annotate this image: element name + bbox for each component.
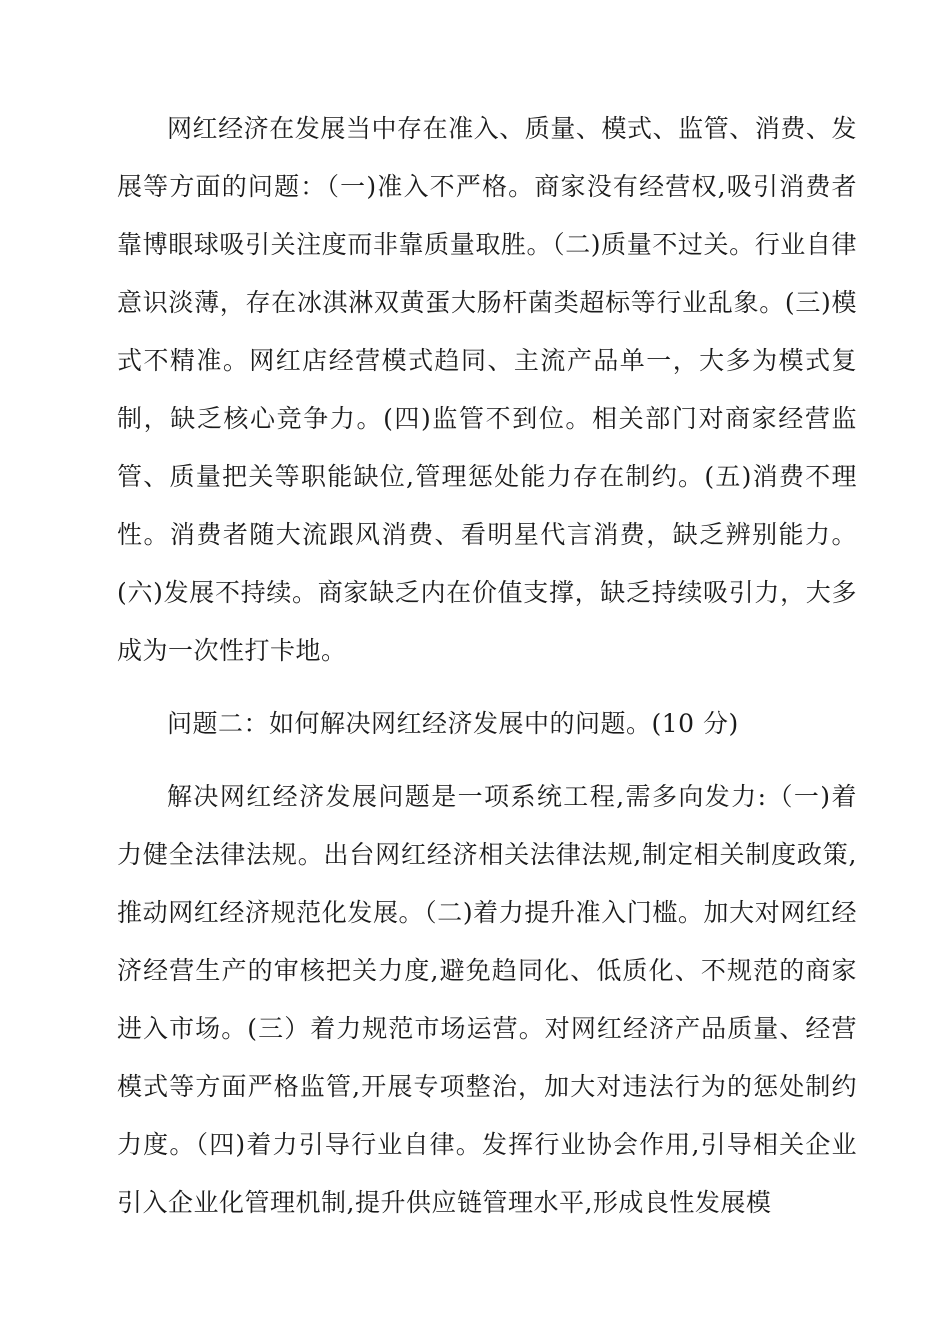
paragraph-internet-celebrity-economy-problems: 网红经济在发展当中存在准入、质量、模式、监管、消费、发展等方面的问题：（一)准入不严格。商家没有经营权,吸引消费者靠博眼球吸引关注度而非靠质量取胜。（二)质量不过关。行业自律意识淡薄，存在冰淇淋双黄蛋大肠杆菌类超标等行业乱象。(三)模式不精准。网红店经营模式趋同、主流产品单一，大多为模式复制，缺乏核心竞争力。(四)监管不到位。相关部门对商家经营监管、质量把关等职能缺位,管理惩处能力存在制约。(五)消费不理性。消费者随大流跟风消费、看明星代言消费，缺乏辨别能力。(六)发展不持续。商家缺乏内在价值支撑，缺乏持续吸引力，大多成为一次性打卡地。: [117, 114, 857, 665]
question-two-heading: 问题二：如何解决网红经济发展中的问题。(10 分): [167, 709, 739, 738]
paragraph-solutions: 解决网红经济发展问题是一项系统工程,需多向发力:（一)着力健全法律法规。出台网红经济相关法律法规,制定相关制度政策,推动网红经济规范化发展。（二)着力提升准入门槛。加大对网红经济经营生产的审核把关力度,避免趋同化、低质化、不规范的商家进入市场。(三）着力规范市场运营。对网红经济产品质量、经营模式等方面严格监管,开展专项整治，加大对违法行为的惩处制约力度。（四)着力引导行业自律。发挥行业协会作用,引导相关企业引入企业化管理机制,提升供应链管理水平,形成良性发展模: [117, 782, 857, 1217]
